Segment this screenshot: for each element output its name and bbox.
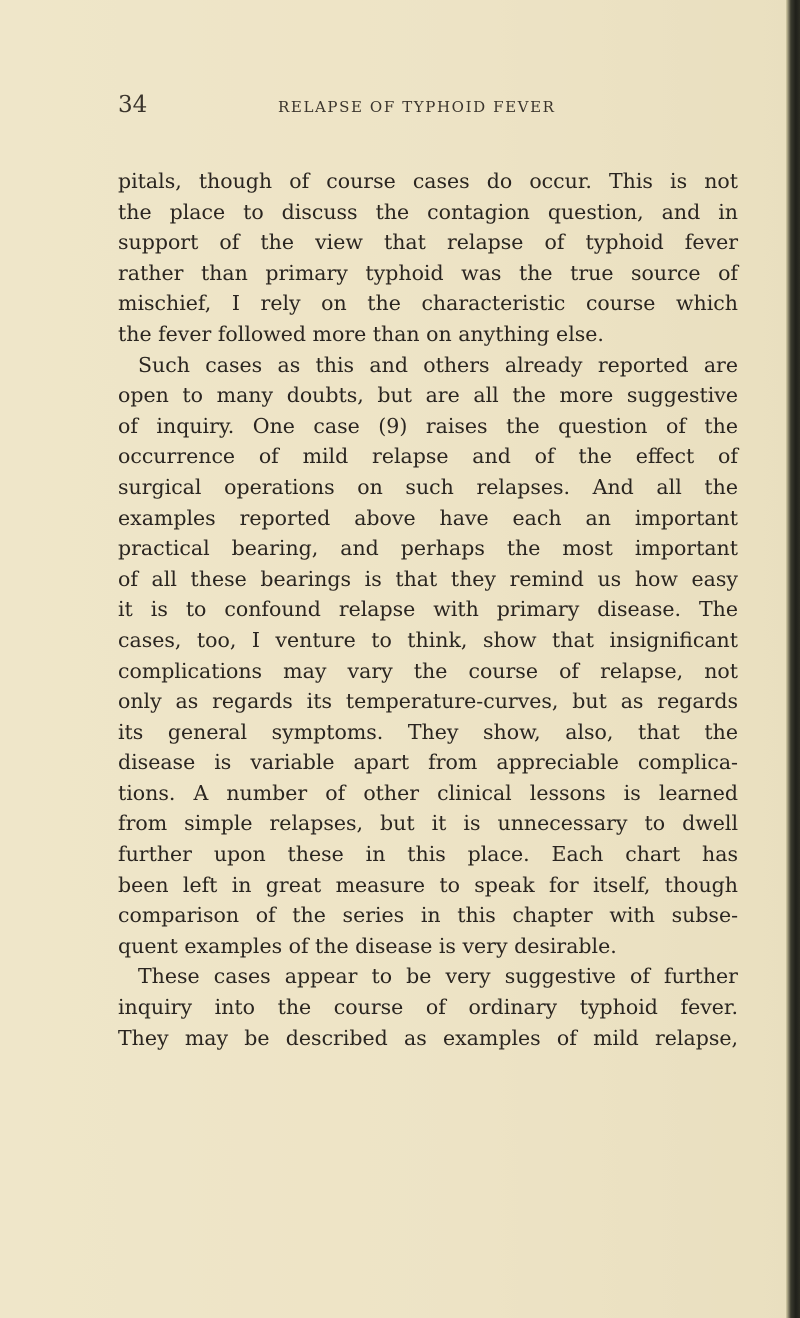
text-line: They may be described as examples of mild relapse, [118,1025,738,1050]
text-line: These cases appear to be very suggestive of further [138,964,738,989]
text-line: inquiry into the course of ordinary typhoid fever. [118,995,738,1020]
text-line: tions. A number of other clinical lessons is learned [118,780,738,805]
text-line: comparison of the series in this chapter with subse- [118,903,738,928]
body-text [118,166,738,1053]
text-line: its general symptoms. They show, also, that the [118,719,738,744]
text-line: surgical operations on such relapses. And all the [118,474,738,499]
text-line: of all these bearings is that they remind us how easy [118,566,738,591]
text-line: the fever followed more than on anything else. [118,321,604,346]
text-line: rather than primary typhoid was the true source of [118,260,738,285]
text-line: open to many doubts, but are all the more suggestive [118,383,738,408]
text-line: practical bearing, and perhaps the most important [118,536,738,561]
text-line: pitals, though of course cases do occur. This is not [118,169,738,193]
page-header [118,92,738,132]
running-head: RELAPSE OF TYPHOID FEVER [278,98,556,116]
text-line: only as regards its temperature-curves, but as regards [118,689,738,714]
text-line: Such cases as this and others already reported are [138,352,738,377]
text-line: complications may vary the course of relapse, not [118,658,738,683]
text-line: cases, too, I venture to think, show that insignificant [118,627,738,652]
text-line: the place to discuss the contagion question, and in [118,199,738,224]
text-line: quent examples of the disease is very desirable. [118,933,617,958]
text-line: mischief, I rely on the characteristic course which [118,291,738,316]
text-line: of inquiry. One case (9) raises the question of the [118,413,738,438]
text-line: been left in great measure to speak for itself, though [118,872,738,897]
text-line: occurrence of mild relapse and of the effect of [118,444,738,469]
page-number: 34 [118,92,148,118]
text-line: it is to confound relapse with primary disease. The [118,597,738,622]
text-line: from simple relapses, but it is unnecessary to dwell [118,811,738,836]
text-line: support of the view that relapse of typhoid fever [118,230,738,255]
text-line: examples reported above have each an important [118,505,738,530]
page-edge-shadow [786,0,800,1318]
text-line: disease is variable apart from appreciable complica- [118,750,738,775]
text-line: further upon these in this place. Each chart has [118,842,738,867]
